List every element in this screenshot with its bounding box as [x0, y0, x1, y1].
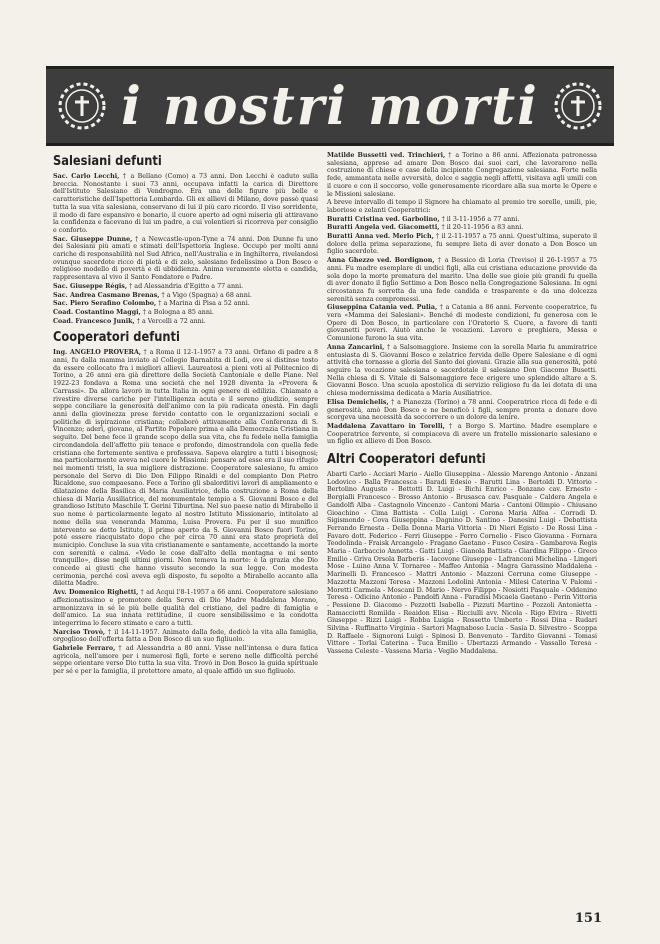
- obituary-text: † il 20-11-1956 a 83 anni.: [441, 224, 524, 232]
- obituary-name: Buratti Angela ved. Giacometti,: [327, 224, 440, 232]
- obituary-name: Sac. Andrea Casmano Brenas,: [53, 291, 160, 299]
- obituary-name: Ing. ANGELO PROVERA,: [53, 349, 142, 357]
- altri-cooperatori-text: Abarti Carlo - Acciari Mario - Aiello Giuseppina - Alessio Marengo Antonio - Anzani Lodovico - Balla Francesca - Baradi Edesio - Barutti Lina - Bertoldi D. Vittorio - Bertolino Augusto - Bettotti D. Luigi - Bichi Enrico - Bonzano cav. Ernesto - Borgialli Francesco - Brosso Antonio - Brusasca cav. Pasquale - Caldera Angela e Gandolfi Alba - Castagnolo Vincenzo - Cantoni Maria - Cantoni Olimpio - Chiusano Gioachino - Cima Battista - Colla Luigi - Corona Maria Alfea - Corradi D. Sigismondo - Cova Giuseppina - Dagnino D. Santino - Danesini Luigi - Debattista Ferrando Ernesta - Della Donna Maria Vittoria - Di Nieri Egisto - De Rossi Lina - Favaro dott. Federico - Ferri Giuseppe - Ferro Cornelio - Fisco Giovanna - Fornara Teodolinda - Fraisk Arcangelo - Fragano Gaetano - Fusco Cesira - Gambarova Regis Maria - Garbaccio Annetta - Gatti Luigi - Gianola Battista - Giardina Filippo - Greco Emilio - Griva Orsola Barberis - Iacovone Giuseppe - Lafranconi Michelina - Lingeri Mose - Luino Anna V. Tornaree - Maffeo Antonia - Magra Garassino Maddalena - Marinelli D. Francesco - Mattri Antonio - Mazzoni Cerruna come Giuseppe - Mazzotta Mazzoni Teresa - Mazzoni Lodolini Antonia - Milesi Caterina V. Palomi - Moretti Carmela - Moscani D. Mario - Nervo Filippo - Nosiotti Pasquale - Oddenino Teresa - Odicino Antonio - Pandolfi Anna - Paradisi Micaela Gaetano - Perin Vittoria - Pessione D. Giacomo - Pezzotti Isabella - Pizzuti Martino - Pozzoli Antonietta - Ramacciotti Romilda - Reaidon Elisa - Ricciulli avv. Nicola - Rigo Elvira - Rivetti Giuseppe - Rizzi Luigi - Robba Luigia - Rossetto Umberto - Rossi Dina - Rudari Silvina - Ruffinatto Virginia - Sartori Magnaboso Lucia - Sasia D. Silvestro - Scoppa D. Raffaele - Signoroni Luigi - Spinosi D. Benvenuto - Tardito Giovanni - Tomasi Vittore - Torlai Caterina - Tuca Emilio - Ubertazzi Armando - Vassallo Teresa - Vassena Celeste - Vassena Maria - Veglio Maddalena.: [327, 471, 597, 656]
- obituary-text: † a Bellano (Como) a 73 anni. Don Lecchi è caduto sulla breccia. Nonostante i suoi 73 anni, occupava infatti la carica di Direttore dell'Istituto Salesiano di Vendrogno. Era una delle figure più belle e caratteristiche dell'Ispettoria Lombarda. Gli ex allievi di Milano, dove passò quasi tutta la sua vita salesiana, conservano di lui il più caro ricordo. Il viso sorridente, il modo di fare espansivo e bonario, il cuore aperto ad ogni miseria gli attiravano la confidenza e facevano di lui un padre, a cui volentieri si ricorreva per consiglio e conforto.: [53, 173, 318, 234]
- salesiani-list: [53, 173, 318, 325]
- obituary-name: Sac. Giuseppe Régis,: [53, 282, 128, 290]
- obituary-name: Elisa Demichelis,: [327, 398, 389, 406]
- obituary-entry: [327, 216, 597, 224]
- obituary-name: Buratti Cristina ved. Garbolino,: [327, 215, 440, 223]
- obituary-text: † a Vigo (Spagna) a 68 anni.: [161, 291, 252, 299]
- obituary-text: † a Catania a 86 anni. Fervente cooperatrice, fu vera «Mamma dei Salesiani». Benché di modeste condizioni, fu generosa con le Opere di Don Bosco, in particolare con l'Oratorio S. Cuore, a favore di tanti giovanetti poveri. Aiutò anche le vocazioni. Lavoro e preghiera, Messa e Comunione furono la sua vita.: [327, 304, 597, 343]
- obituary-entry: [327, 399, 597, 422]
- obituary-text: A breve intervallo di tempo il Signore ha chiamato al premio tre sorelle, umili, pie, laboriose e zelanti Cooperatrici:: [327, 199, 597, 214]
- obituary-text: † a Bologna a 85 anni.: [142, 308, 214, 316]
- obituary-entry: [53, 300, 318, 308]
- right-column: [327, 152, 597, 924]
- obituary-text: † a Marina di Pisa a 52 anni.: [158, 300, 250, 308]
- cooperatrici-list: [327, 152, 597, 446]
- obituary-entry: [53, 309, 318, 317]
- obituary-name: Anna Ghezzo ved. Bordignon,: [327, 257, 435, 265]
- laurel-wreath-icon: [54, 78, 110, 134]
- obituary-entry: [327, 152, 597, 198]
- obituary-name: Maddalena Zavattaro in Torelli,: [327, 422, 445, 430]
- obituary-entry: [53, 629, 318, 644]
- obituary-name: Gabriele Ferraro,: [53, 645, 116, 653]
- obituary-text: † il 14-11-1957. Animato dalla fede, dedicò la vita alla famiglia, orgoglioso dell'offerta fatta a Don Bosco di un suo figliuolo.: [53, 628, 318, 644]
- page-number: 151: [574, 911, 602, 926]
- title-banner: [46, 66, 614, 146]
- obituary-name: Anna Zancarini,: [327, 343, 385, 351]
- cooperatori-list: [53, 349, 318, 676]
- laurel-wreath-icon: [550, 78, 606, 134]
- obituary-name: Sac. Piero Serafino Colombo,: [53, 300, 157, 308]
- obituary-name: Narciso Trovò,: [53, 628, 106, 636]
- obituary-entry: [327, 257, 597, 303]
- obituary-entry: [53, 173, 318, 235]
- obituary-text: † a Bessico di Loria (Treviso) il 26-1-1957 a 75 anni. Fu madre esemplare di undici figli, alla cui cristiana educazione provvide da sola dopo la morte prematura del marito. Una delle sue gioie più grandi fu quella di aver donato il figlio Settimo a Don Bosco nella Congregazione Salesiana. In ogni circostanza fu sorretta da una fede candida e trasparente e da una dolcezza serenità senza compromessi.: [327, 257, 597, 303]
- obituary-entry: [327, 233, 597, 256]
- obituary-entry: [53, 283, 318, 291]
- obituary-entry: [53, 645, 318, 676]
- page-title: i nostri morti: [121, 75, 539, 137]
- obituary-name: Coad. Costantino Maggi,: [53, 308, 141, 316]
- obituary-text: † a Vercelli a 72 anni.: [136, 317, 206, 325]
- obituary-text: † a Roma il 12-1-1957 a 73 anni. Orfano di padre a 8 anni, fu dalla mamma inviato al Collegio Barnabita di Lodi, ove si distinse tosto da essere collocato fra i migliori allievi. Laureatosi a pieni voti al Politecnico di Torino, a 26 anni era già direttore della Società Cantoniale e delle Piane. Nel 1922-23 fondava a Roma una società che nel 1928 diventa la «Provera & Carrassi». Da allora lavorò in tutta Italia in ogni genere di edilizia. Chiamato a rivestire diverse cariche per l'intelligenza acuta e il sereno giudizio, sempre seppe conciliare la generosità dell'animo con la più radicata onestà. Fin dagli anni della giovinezza prese fervido contatto con le organizzazioni sociali e politiche di ispirazione cristiana; collaborò attivamente alla Conferenza di S. Vincenzo; aderì, giovane, al Partito Popolare prima e alla Democrazia Cristiana in seguito. Del bene fece il grande scopo della sua vita, che fu fedele nella famiglia circondandola dell'affetto più tenace e profondo, dimostrandola con quella fede cristiana che fortemente sentiva e professava. Sapeva elargire a tutti i bisognosi; ma particolarmente aveva nel cuore le Missioni: pensare ad esse era il suo rifugio nei momenti tristi, la sua migliore distrazione. Cooperatore salesiano, fu amico personale del Servo di Dio Don Filippo Rinaldi e del compianto Don Pietro Ricaldone, suo compaesano. Fece a Torino gli sbalorditivi lavori di ampliamento e dilatazione della Basilica di Maria Ausiliatrice, della costruzione a Roma della chiesa di Maria Ausiliatrice, del monumentale tempio a S. Giovanni Bosco e del grandioso Istituto Maschile T. Gerini Tiburtina. Nel suo paese natio di Mirabello il suo nome è particolarmente legato al nostro Istituto Missionario, intitolato al nome della sua veneranda Mamma, Luisa Provera. Fu per il suo munifico intervento se detto Istituto, il primo aperto da S. Giovanni Bosco fuori Torino, poté essere riacquistato dopo che per circa 70 anni era stato proprietà del municipio. Concluse la sua vita cristianamente e santamente, accettando la morte con serenità e calma. «Vedo le cose dall'alto della montagna e mi sento tranquillo», disse negli ultimi giorni. Non temeva la morte: è la grazia che Dio concede ai giusti che hanno vissuto secondo la sua legge. Con modesta cerimonia, perché così aveva egli disposto, fu sepolto a Mirabello accanto alla diletta Madre.: [53, 349, 318, 588]
- obituary-entry: [53, 318, 318, 326]
- left-column: [53, 152, 318, 924]
- obituary-text: † il 3-11-1956 a 77 anni.: [441, 215, 520, 223]
- obituary-name: Sac. Carlo Lecchi,: [53, 173, 120, 180]
- obituary-text: † a Torino a 86 anni. Affezionata patronessa salesiana, apprese ad amare Don Bosco dai suoi cari, che lavorarono nella costruzione di chiese e case della incipiente Congregazione salesiana. Forte nella fede, ammantata nelle avversità, dolce e saggia negli affetti, visitava agli umili con il cuore e con il soccorso, volle generosamente ricordare alla sua morte le Opere e le Missioni salesiane.: [327, 152, 597, 198]
- section-title-salesiani: Salesiani defunti: [53, 154, 162, 169]
- obituary-entry: [327, 224, 597, 232]
- section-title-cooperatori: Cooperatori defunti: [53, 330, 180, 346]
- obituary-text: † ad Acqui l'8-1-1957 a 66 anni. Cooperatore salesiano affezionatissimo e promotore della Serva di Dio Madre Maddalena Morano, armonizzava in sé le più belle qualità del cristiano, del padre di famiglia e dell'amico. La sua innata rettitudine, il cuore sensibilissimo e la condotta integerrima lo fecero stimato e caro a tutti.: [53, 589, 318, 627]
- section-title-altri: Altri Cooperatori defunti: [327, 452, 486, 468]
- obituary-entry: [53, 236, 318, 282]
- obituary-text: † il 2-11-1957 a 75 anni. Quest'ultima, superato il dolore della prima separazione, fu sempre lieta di aver donato a Don Bosco un figlio sacerdote.: [327, 233, 597, 256]
- obituary-entry: [53, 349, 318, 588]
- obituary-name: Coad. Francesco Junik,: [53, 317, 135, 325]
- obituary-entry: [327, 199, 597, 214]
- obituary-entry: [53, 292, 318, 300]
- obituary-name: Buratti Anna ved. Merlo Pich,: [327, 233, 434, 241]
- obituary-text: † ad Alessandria a 80 anni. Visse nell'intensa e dura fatica agricola, nell'amore per i numerosi figli, forte e sereno nelle difficoltà perché seppe orientare verso Dio tutta la sua vita. Trovò in Don Bosco la guida spirituale per sé e per la famiglia, il protettore amato, al quale affidò un suo figliuolo.: [53, 645, 318, 676]
- obituary-name: Sac. Giuseppe Dunne,: [53, 235, 133, 243]
- obituary-entry: [327, 304, 597, 343]
- obituary-name: Giuseppina Catania ved. Pulia,: [327, 304, 438, 312]
- obituary-text: † a Borgo S. Martino. Madre esemplare e Cooperatrice fervente, si compiaceva di avere un fratello missionario salesiano e un figlio ex allievo di Don Bosco.: [327, 422, 597, 446]
- obituary-text: † a Salsomaggiore. Insieme con la sorella Maria fu ammiratrice entusiasta di S. Giovanni Bosco e zelatrice fervida delle Opere Salesiane e di ogni attività che tornasse a gloria del Santo dei giovani. Grazie alla sua generosità, poté seguire la vocazione salesiana e sacerdotale il salesiano Don Giacomo Busetti. Nella chiesa di S. Vitale di Salsomaggiore fece erigere uno splendido altare a S. Giovanni Bosco. Una scuola apostolica di servizio religioso fu da lei dotata di una chiesa modernissima dedicata a Maria Ausiliatrice.: [327, 343, 597, 398]
- obituary-text: † ad Alessandria d'Egitto a 77 anni.: [129, 282, 244, 290]
- obituary-entry: [327, 344, 597, 398]
- obituary-entry: [327, 423, 597, 446]
- obituary-name: Matilde Bussetti ved. Trinchieri,: [327, 152, 446, 159]
- obituary-text: † a Pianezza (Torino) a 78 anni. Cooperatrice ricca di fede e di generosità, amò Don Bosco e ne beneficò i figli, sempre pronta a donare dove scorgeva una necessità da soccorrere o un dolore da lenire.: [327, 398, 597, 422]
- obituary-name: Avv. Domenico Righetti,: [53, 589, 139, 597]
- obituary-text: † a Newcastle-upon-Tyne a 74 anni. Don Dunne fu uno dei Salesiani più amati e stimati dell'Ispettoria Inglese. Occupò per molti anni cariche di responsabilità nel Sud Africa, nell'Australia e in Inghilterra, rivelandosi ovunque sacerdote ricco di pietà e di zelo, salesiano fedelissimo a Don Bosco e religioso modello di povertà e di ubbidienza. Anima veramente eletta e candida, rappresentava al vivo il Santo Fondatore e Padre.: [53, 235, 318, 282]
- obituary-entry: [53, 589, 318, 628]
